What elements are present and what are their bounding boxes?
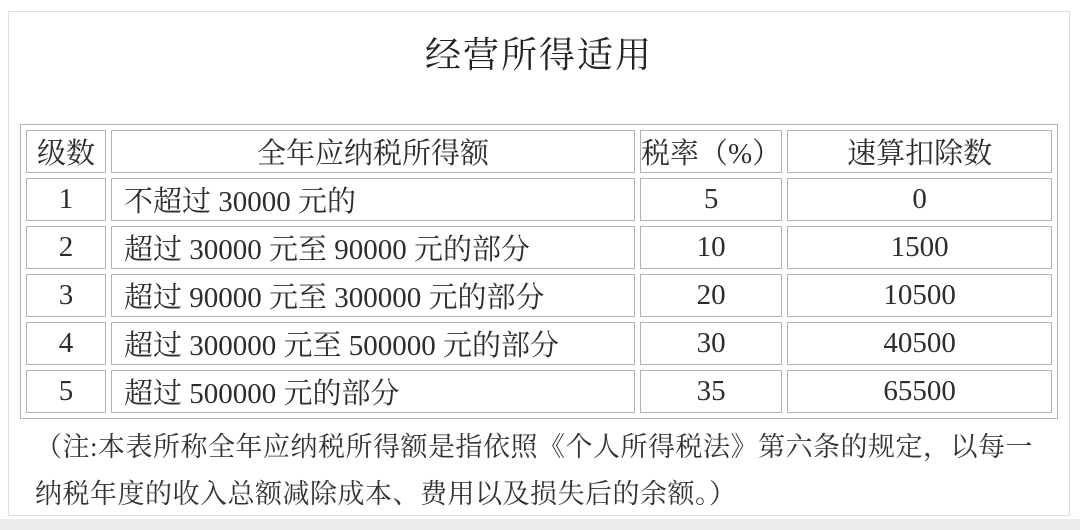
cell-income-range: 超过 30000 元至 90000 元的部分 bbox=[111, 226, 635, 269]
page-title: 经营所得适用 bbox=[424, 35, 653, 75]
cell-level: 2 bbox=[26, 226, 106, 269]
cell-level: 1 bbox=[26, 178, 106, 221]
cell-income-range: 不超过 30000 元的 bbox=[111, 178, 635, 221]
tax-bracket-row-1 bbox=[26, 178, 1052, 221]
document-card bbox=[8, 11, 1070, 516]
cell-income-range: 超过 300000 元至 500000 元的部分 bbox=[111, 322, 635, 365]
cell-income-range: 超过 500000 元的部分 bbox=[111, 370, 635, 413]
cell-rate: 10 bbox=[640, 226, 782, 269]
tax-bracket-row-5 bbox=[26, 370, 1052, 413]
table-body bbox=[26, 178, 1052, 413]
tax-bracket-row-4 bbox=[26, 322, 1052, 365]
cell-rate: 5 bbox=[640, 178, 782, 221]
cell-deduction: 10500 bbox=[787, 274, 1052, 317]
cell-rate: 30 bbox=[640, 322, 782, 365]
table-header-row bbox=[26, 130, 1052, 173]
cell-rate: 20 bbox=[640, 274, 782, 317]
table-header bbox=[26, 130, 1052, 173]
header-cell-tax-rate: 税率（%） bbox=[640, 130, 782, 173]
cell-level: 4 bbox=[26, 322, 106, 365]
tax-rate-table bbox=[20, 124, 1058, 419]
tax-bracket-row-2 bbox=[26, 226, 1052, 269]
header-cell-quick-deduction: 速算扣除数 bbox=[787, 130, 1052, 173]
cell-level: 3 bbox=[26, 274, 106, 317]
cell-level: 5 bbox=[26, 370, 106, 413]
cell-rate: 35 bbox=[640, 370, 782, 413]
header-cell-level: 级数 bbox=[26, 130, 106, 173]
cell-deduction: 40500 bbox=[787, 322, 1052, 365]
cell-deduction: 1500 bbox=[787, 226, 1052, 269]
cell-deduction: 65500 bbox=[787, 370, 1052, 413]
footnote: （注:本表所称全年应纳税所得额是指依照《个人所得税法》第六条的规定，以每一纳税年度的收入总额减除成本、费用以及损失后的余额。） bbox=[35, 432, 1033, 509]
cell-deduction: 0 bbox=[787, 178, 1052, 221]
tax-bracket-row-3 bbox=[26, 274, 1052, 317]
cell-income-range: 超过 90000 元至 300000 元的部分 bbox=[111, 274, 635, 317]
bottom-background-strip bbox=[0, 519, 1080, 530]
header-cell-taxable-income: 全年应纳税所得额 bbox=[111, 130, 635, 173]
